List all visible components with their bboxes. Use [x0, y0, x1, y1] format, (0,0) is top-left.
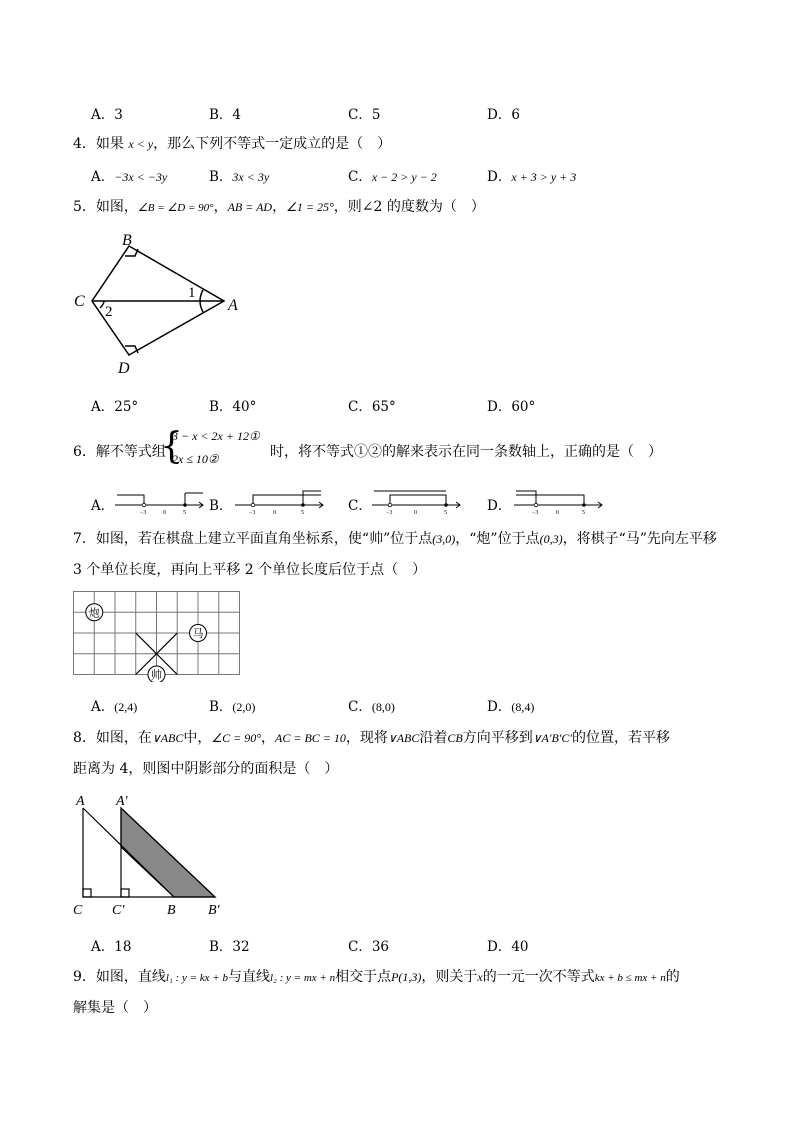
q6-numberline-d — [512, 485, 604, 515]
q5-label-c: C — [74, 293, 85, 310]
q6-option-b: B． — [209, 498, 233, 514]
q5-label-a: A — [228, 297, 238, 314]
svg-text:−3: −3 — [532, 510, 539, 515]
q7-option-d: D．(8,4) — [487, 699, 535, 715]
q8-stem-line2: 距离为 4，则图中阴影部分的面积是（ ） — [73, 761, 339, 777]
q5-label-b: B — [122, 232, 132, 249]
q4-post: ，那么下列不等式一定成立的是（ ） — [153, 136, 392, 152]
q5-label-angle1: 1 — [188, 285, 196, 301]
q6-inequality-2: 2x ≤ 10② — [172, 452, 219, 466]
q7-option-a: A．(2,4) — [91, 699, 138, 715]
q3-option-b: B．4 — [209, 107, 242, 123]
q7-option-b: B．(2,0) — [209, 699, 256, 715]
q8-option-b: B．32 — [209, 939, 250, 955]
q5-option-b: B．40° — [209, 399, 257, 415]
q8-option-a: A．18 — [91, 939, 132, 955]
q8-label-a-prime: A′ — [116, 794, 128, 809]
q6-option-c: C． — [348, 498, 372, 514]
q4-stem — [73, 133, 391, 155]
q8-label-a: A — [76, 794, 85, 809]
q5-label-d: D — [118, 360, 130, 377]
q6-numberline-c — [370, 485, 462, 515]
q4-condition: x < y — [128, 137, 154, 151]
q4-option-a: A．−3x < −3y — [91, 169, 168, 185]
svg-text:−3: −3 — [386, 510, 393, 515]
svg-text:0: 0 — [414, 510, 417, 515]
q6-inequality-1: 3 − x < 2x + 12① — [172, 429, 260, 443]
svg-text:0: 0 — [556, 510, 559, 515]
q8-triangle-figure — [70, 788, 240, 920]
svg-text:帅: 帅 — [151, 669, 162, 682]
q9-stem-line2: 解集是（ ） — [73, 1000, 157, 1016]
q6-post: 时，将不等式①②的解来表示在同一条数轴上，正确的是（ ） — [270, 444, 662, 460]
q7-chessboard-figure — [72, 590, 242, 682]
q8-label-b: B — [167, 903, 176, 918]
q5-stem: 5．如图，∠B = ∠D = 90°，AB = AD，∠1 = 25°，则∠2 的度数为（ ） — [73, 199, 485, 215]
svg-text:马: 马 — [192, 628, 204, 641]
svg-text:5: 5 — [582, 510, 585, 515]
svg-text:0: 0 — [273, 510, 276, 515]
q5-option-c: C．65° — [348, 399, 396, 415]
q7-piece-pao — [86, 604, 103, 621]
q5-option-d: D．60° — [487, 399, 536, 415]
q4-option-c: C．x − 2 > y − 2 — [348, 169, 437, 185]
q8-label-c-prime: C′ — [112, 903, 125, 918]
svg-text:−3: −3 — [140, 510, 147, 515]
q8-label-c: C — [73, 903, 83, 918]
q6-option-a: A． — [91, 498, 115, 514]
q6-number-pre: 6．解不等式组 — [73, 444, 166, 460]
q4-option-b: B．3x < 3y — [209, 169, 270, 185]
q8-label-b-prime: B′ — [208, 903, 220, 918]
q3-option-c: C．5 — [348, 107, 381, 123]
q3-option-d: D．6 — [487, 107, 520, 123]
q7-option-c: C．(8,0) — [348, 699, 395, 715]
q3-option-a: A．3 — [91, 107, 123, 123]
q8-option-c: C．36 — [348, 939, 390, 955]
svg-text:0: 0 — [163, 510, 166, 515]
q6-option-d: D． — [487, 498, 512, 514]
q5-label-angle2: 2 — [105, 304, 113, 320]
q4-option-d: D．x + 3 > y + 3 — [487, 169, 577, 185]
q7-stem-line1: 7．如图，若在棋盘上建立平面直角坐标系，使“帅”位于点(3,0)，“炮”位于点(0,3)，将棋子“马”先向左平移 — [73, 531, 717, 547]
q4-number: 4． — [73, 136, 96, 152]
q6-numberline-b — [233, 485, 325, 515]
svg-text:5: 5 — [301, 510, 304, 515]
q6-numberline-a — [113, 487, 208, 515]
q5-option-a: A．25° — [91, 399, 139, 415]
svg-text:−3: −3 — [249, 510, 256, 515]
q7-stem-line2: 3 个单位长度，再向上平移 2 个单位长度后位于点（ ） — [73, 562, 427, 578]
q9-stem-line1: 9．如图，直线l₁ : y = kx + b与直线l₂ : y = mx + n相交于点P(1,3)，则关于x的一元一次不等式kx + b ≤ mx + n的 — [73, 969, 680, 985]
svg-text:炮: 炮 — [88, 607, 100, 620]
svg-text:5: 5 — [183, 510, 186, 515]
q8-stem-line1: 8．如图，在∨ABC中，∠C = 90°，AC = BC = 10，现将∨ABC沿着CB方向平移到∨A′B′C′的位置，若平移 — [73, 730, 671, 746]
q6-brace: { — [160, 426, 183, 467]
q7-piece-shuai — [148, 666, 165, 682]
q5-kite-figure — [70, 228, 250, 378]
q8-option-d: D．40 — [487, 939, 529, 955]
svg-text:5: 5 — [444, 510, 447, 515]
q7-piece-ma — [190, 625, 207, 642]
q4-pre: 如果 — [95, 136, 124, 152]
